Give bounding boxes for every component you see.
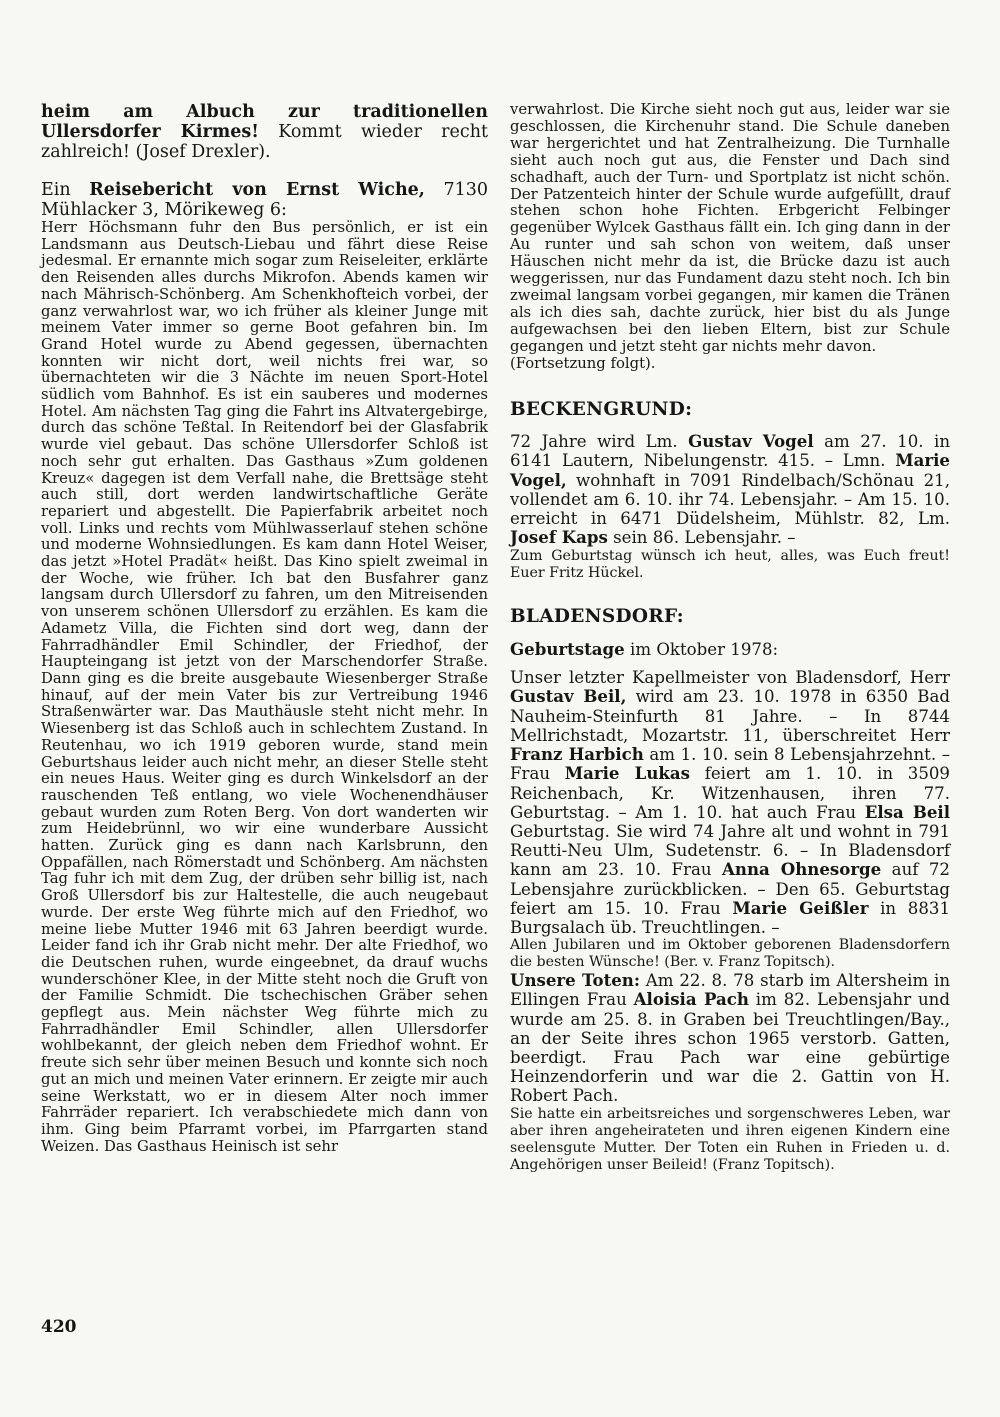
beckengrund-greeting: Zum Geburtstag wünsch ich heut, alles, was Euch freut! Euer Fritz Hückel. [510, 548, 950, 582]
report-heading-prefix: Ein [41, 180, 90, 200]
beckengrund-name-3: Josef Kaps [510, 527, 608, 548]
bladensdorf-heading: BLADENSDORF: [510, 606, 684, 628]
birthdays-subheading-text: im Oktober 1978: [624, 640, 779, 660]
intro-bold-1: heim am Albuch zur traditionellen [41, 102, 488, 122]
bladensdorf-text-6: auf 72 Lebensjahre zurückblicken. – Den 65. Geburtstag feiert am 15. 10. Frau [510, 860, 950, 918]
intro-bold-2: Ullersdorfer Kirmes! [41, 122, 259, 142]
continued-note: (Fortsetzung folgt). [510, 354, 656, 372]
bladensdorf-name-1: Gustav Beil, [510, 686, 627, 707]
beckengrund-heading: BECKENGRUND: [510, 398, 693, 420]
left-column [41, 102, 488, 1155]
beckengrund-text [510, 432, 950, 549]
report-heading [41, 180, 488, 220]
bladensdorf-text-5: Geburtstag. Sie wird 74 Jahre alt und wohnt in 791 Reutti-Neu Ulm, Sudetenstr. 6. – In Bladensdorf kann am 23. 10. Frau [510, 821, 950, 880]
obituary-closing: Sie hatte ein arbeitsreiches und sorgenschweres Leben, war aber ihren angeheirateten und ihren eigenen Kindern eine seelensgute Mutter. Der Toten ein Ruhen in Frieden u. d. Angehörigen unser Beileid! (Franz Topitsch). [510, 1105, 950, 1173]
bladensdorf-text [510, 668, 950, 937]
bladensdorf-name-4: Elsa Beil [864, 801, 951, 822]
bladensdorf-wishes: Allen Jubilaren und im Oktober geborenen Bladensdorfern die besten Wünsche! (Ber. v. Franz Topitsch). [510, 937, 950, 971]
bladensdorf-name-5: Anna Ohnesorge [722, 859, 882, 880]
bladensdorf-name-6: Marie Geißler [732, 897, 869, 918]
bladensdorf-text-3: am 1. 10. sein 8 Lebensjahrzehnt. – Frau [510, 745, 950, 784]
right-column [510, 102, 950, 1174]
report-continuation: verwahrlost. Die Kirche sieht noch gut aus, leider war sie geschlossen, die Kirchenuhr stand. Die Schule daneben war hergerichtet und hat Zentralheizung. Die Turnhalle sieht auch noch gut aus, die Fenster und Dach sind schadhaft, auch der Turn- und Sportplatz ist nicht schön. Der Patzenteich hinter der Schule wurde aufgefüllt, drauf stehen schon hohe Fichten. Erbgericht Felbinger gegenüber Wylcek Gasthaus fällt ein. Ich ging dann in der Au runter und sah schon von weitem, daß unser Häuschen nicht mehr da ist, die Brücke dazu ist auch weggerissen, nur das Fundament dazu steht noch. Ich bin zweimal langsam vorbei gegangen, mir kamen die Tränen als ich dies sah, dachte zurück, hier bist du als Junge aufgewachsen bei den lieben Eltern, bist zur Schule gegangen und jetzt steht gar nichts mehr davon. [510, 101, 950, 355]
bladensdorf-name-2: Franz Harbich [510, 744, 644, 765]
obituary-text [510, 971, 950, 1105]
obituary-text-2: im 82. Lebensjahr und wurde am 25. 8. in Graben bei Treuchtlingen/Bay., an der Seite ihres schon 1965 verstorb. Gatten, beerdigt. Frau Pach war eine gebürtige Heinzendorferin und war die 2. Gattin von H. Robert Pach. [510, 990, 950, 1106]
birthdays-subheading-bold: Geburtstage [510, 639, 625, 660]
intro-text: Kommt wieder recht zahlreich! (Josef Drexler). [41, 122, 488, 162]
beckengrund-text-1: 72 Jahre wird Lm. [510, 431, 689, 451]
beckengrund-name-2: Marie Vogel, [510, 450, 950, 491]
beckengrund-name-1: Gustav Vogel [688, 430, 814, 451]
bladensdorf-text-2: wird am 23. 10. 1978 in 6350 Bad Nauheim-Steinfurth 81 Jahre. – In 8744 Mellrichstadt, Mozartstr. 11, überschreitet Herr [510, 687, 950, 745]
bladensdorf-text-4: feiert am 1. 10. in 3509 Reichenbach, Kr. Witzenhausen, ihren 77. Geburtstag. – Am 1. 10. hat auch Frau [510, 764, 950, 822]
bladensdorf-name-3: Marie Lukas [564, 763, 690, 784]
beckengrund-text-2: am 27. 10. in 6141 Lautern, Nibelungenstr. 415. – Lmn. [510, 431, 951, 471]
page-number: 420 [41, 1317, 77, 1337]
report-heading-bold: Reisebericht von Ernst Wiche, [89, 180, 425, 200]
bladensdorf-text-7: in 8831 Burgsalach üb. Treuchtlingen. – [510, 898, 950, 937]
intro-paragraph [41, 102, 488, 162]
birthdays-subheading [510, 639, 950, 660]
report-heading-address: 7130 Mühlacker 3, Mörikeweg 6: [41, 180, 488, 220]
obituary-name: Aloisia Pach [633, 989, 749, 1010]
bladensdorf-text-1: Unser letzter Kapellmeister von Bladensdorf, Herr [510, 668, 950, 688]
report-body: Herr Höchsmann fuhr den Bus persönlich, er ist ein Landsmann aus Deutsch-Liebau und fährt diese Reise jedesmal. Er ernannte mich sogar zum Reiseleiter, erklärte den Reisenden alles durchs Mikrofon. Abends kamen wir nach Mährisch-Schönberg. Am Schenkhofteich vorbei, der ganz verwahrlost war, wo ich früher als kleiner Junge mit meinem Vater immer so gerne Boot gefahren bin. Im Grand Hotel wurde zu Abend gegessen, übernachten konnten wir nicht dort, weil nichts frei war, so übernachteten wir die 3 Nächte im neuen Sport-Hotel südlich vom Bahnhof. Es ist ein sauberes und modernes Hotel. Am nächsten Tag ging die Fahrt ins Altvatergebirge, durch das schöne Teßtal. In Reitendorf bei der Glasfabrik wurde viel gebaut. Das schöne Ullersdorfer Schloß ist noch sehr gut erhalten. Das Gasthaus »Zum goldenen Kreuz« dagegen ist dem Verfall nahe, die Brettsäge steht auch still, dort werden landwirtschaftliche Geräte repariert und abgestellt. Die Papierfabrik arbeitet noch voll. Links und rechts vom Mühlwasserlauf stehen schöne und moderne Wohnsiedlungen. Es kam dann Hotel Weiser, das jetzt »Hotel Pradät« heißt. Das Kino spielt zweimal in der Woche, wie früher. Ich bat den Busfahrer ganz langsam durch Ullersdorf zu fahren, um den Mitreisenden von unserem schönen Ullersdorf zu erzählen. Es kam die Adametz Villa, die Fichten sind dort weg, dann der Fahrradhändler Emil Schindler, der Friedhof, der Haupteingang ist jetzt von der Marschendorfer Straße. Dann ging es die breite ausgebaute Wiesenberger Straße hinauf, auf der mein Vater bis zur Vertreibung 1946 Straßenwärter war. Das Mauthäusle steht nicht mehr. In Wiesenberg ist das Schloß auch in schlechtem Zustand. In Reutenhau, wo ich 1919 geboren wurde, stand mein Geburtshaus leider auch nicht mehr, an dieser Stelle steht ein neues Haus. Weiter ging es durch Winkelsdorf an der rauschenden Teß entlang, wo viele Wochenendhäuser gebaut wurden zum Roten Berg. Von dort wanderten wir zum Heidebrünnl, wo wir eine wunderbare Aussicht hatten. Zurück ging es dann nach Karlsbrunn, den Oppafällen, nach Römerstadt und Schönberg. Am nächsten Tag fuhr ich mit dem Zug, der drüben sehr billig ist, nach Groß Ullersdorf bis zur Haltestelle, die auch neugebaut wurde. Der erste Weg führte mich auf den Friedhof, wo meine liebe Mutter 1946 mit 63 Jahren beerdigt wurde. Leider fand ich ihr Grab nicht mehr. Der alte Friedhof, wo die Deutschen ruhen, wurde eingeebnet, da drauf wuchs wunderschöner Klee, in der Mitte steht noch die Gruft von der Familie Schmidt. Die tschechischen Gräber sehen gepflegt aus. Mein nächster Weg führte mich zu Fahrradhändler Emil Schindler, allen Ullersdorfer wohlbekannt, der gleich neben dem Friedhof wohnt. Er freute sich sehr über meinen Besuch und konnte sich noch gut an mich und meinen Vater erinnern. Er zeigte mir auch seine Werkstatt, wo er in diesem Alter noch immer Fahrräder repariert. Ich verabschiedete mich dann von ihm. Ging beim Pfarramt vorbei, im Pfarrgarten stand Weizen. Das Gasthaus Heinisch ist sehr [41, 219, 488, 1155]
beckengrund-text-4: sein 86. Lebensjahr. – [607, 528, 796, 548]
obituary-text-1: Am 22. 8. 78 starb im Altersheim in Ellingen Frau [510, 971, 950, 1010]
beckengrund-text-3: wohnhaft in 7091 Rindelbach/Schönau 21, vollendet am 6. 10. ihr 74. Lebensjahr. – Am 15. 10. erreicht in 6471 Düdelsheim, Mühlstr. 82, Lm. [510, 471, 950, 528]
obituary-heading: Unsere Toten: [510, 970, 640, 991]
